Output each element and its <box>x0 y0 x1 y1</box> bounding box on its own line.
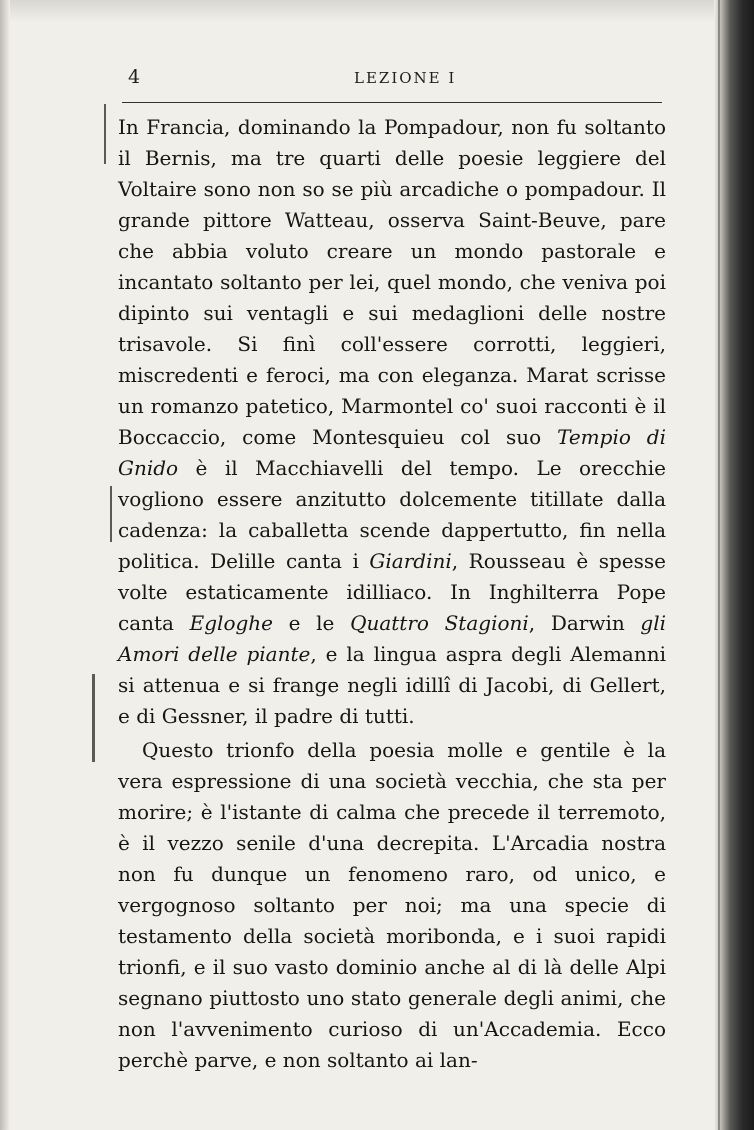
top-shadow <box>0 0 754 22</box>
italic-title: gli Amori delle piante <box>118 611 667 666</box>
text-run: , Rousseau è spesse volte estaticamente idilliaco. In Inghilterra Pope canta <box>118 549 666 635</box>
text-run: Questo trionfo della poesia molle e gentile è la vera espressione di una società vecchia, che sta per morire; è l'istante di calma che precede il terremoto, è il vezzo senile d'una decrepita. L'Arcadia nostra non fu dunque un fenomeno raro, od unico, e vergognoso soltanto per noi; ma una specie di testamento della società moribonda, e i suoi rapidi trionfi, e il suo vasto dominio anche al di là delle Alpi segnano piuttosto uno stato generale degli animi, che non l'avvenimento curioso di un'Accademia. Ecco perchè parve, e non soltanto ai lan- <box>118 738 666 1072</box>
book-spine-shadow <box>714 0 754 1130</box>
paragraph <box>118 735 666 1076</box>
page-header <box>128 66 664 92</box>
running-head: LEZIONE I <box>354 69 457 87</box>
text-run: è il Macchiavelli del tempo. Le orecchie vogliono essere anzitutto dolcemente titillate dalla cadenza: la caballetta scende dappertutto, fin nella politica. Delille canta i <box>118 456 666 573</box>
header-rule <box>122 102 662 103</box>
italic-title: Quattro Stagioni <box>350 611 529 635</box>
body-text <box>118 112 666 1076</box>
margin-pencil-mark <box>92 674 95 762</box>
text-run: In Francia, dominando la Pompadour, non fu soltanto il Bernis, ma tre quarti delle poesie leggiere del Voltaire sono non so se più arcadiche o pompadour. Il grande pittore Watteau, osserva Saint-Beuve, pare che abbia voluto creare un mondo pastorale e incantato soltanto per lei, quel mondo, che veniva poi dipinto sui ventagli e sui medaglioni delle nostre trisavole. Si finì coll'essere corrotti, leggieri, miscredenti e feroci, ma con eleganza. Marat scrisse un romanzo patetico, Marmontel co' suoi racconti è il Boccaccio, come Montesquieu col suo <box>118 115 666 449</box>
italic-title: Tempio di Gnido <box>118 425 667 480</box>
italic-title: Giardini <box>369 549 452 573</box>
italic-title: Egloghe <box>189 611 273 635</box>
left-page-edge <box>0 0 10 1130</box>
paragraph <box>118 112 666 732</box>
text-run: , Darwin <box>528 611 641 635</box>
text-run: , e la lingua aspra degli Alemanni si attenua e si frange negli idillî di Jacobi, di Gellert, e di Gessner, il padre di tutti. <box>118 642 666 728</box>
text-run: e le <box>273 611 351 635</box>
page-number: 4 <box>128 66 141 88</box>
margin-pencil-mark <box>104 104 106 164</box>
spine-fold-line <box>718 0 720 1130</box>
margin-pencil-mark <box>110 486 112 542</box>
